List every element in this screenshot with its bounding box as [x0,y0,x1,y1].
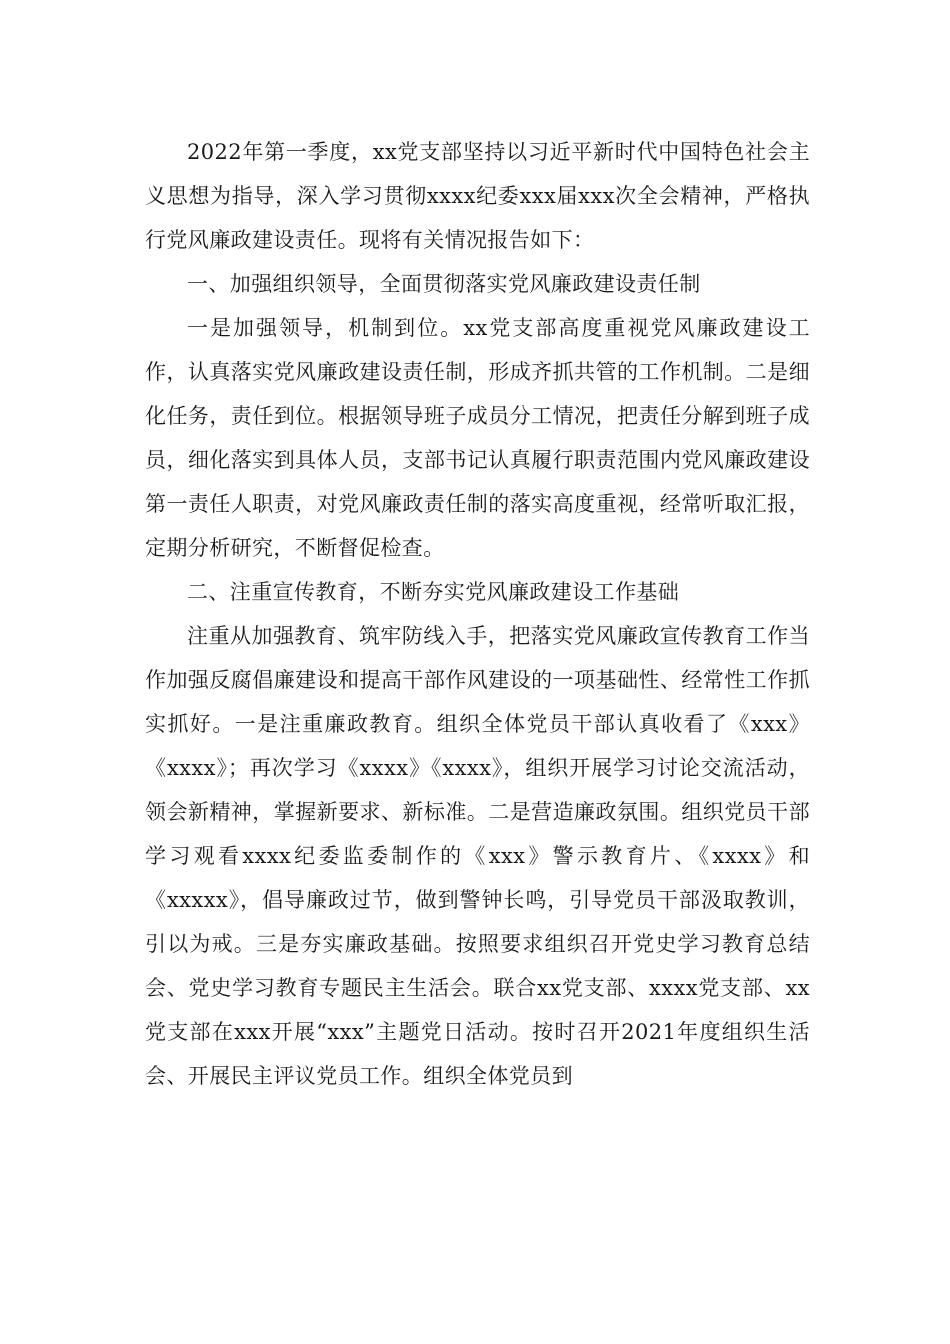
section-2-paragraph: 注重从加强教育、筑牢防线入手，把落实党风廉政宣传教育工作当作加强反腐倡廉建设和提高干部作风建设的一项基础性、经常性工作抓实抓好。一是注重廉政教育。组织全体党员干部认真收看了《xxx》《xxxx》；再次学习《xxxx》《xxxx》，组织开展学习讨论交流活动，领会新精神，掌握新要求、新标准。二是营造廉政氛围。组织党员干部学习观看xxxx纪委监委制作的《xxx》警示教育片、《xxxx》和《xxxxx》，倡导廉政过节，做到警钟长鸣，引导党员干部汲取教训，引以为戒。三是夯实廉政基础。按照要求组织召开党史学习教育总结会、党史学习教育专题民主生活会。联合xx党支部、xxxx党支部、xx党支部在xxx开展“xxx”主题党日活动。按时召开2021年度组织生活会、开展民主评议党员工作。组织全体党员到 [145,624,810,1088]
intro-paragraph: 2022年第一季度，xx党支部坚持以习近平新时代中国特色社会主义思想为指导，深入学习贯彻xxxx纪委xxx届xxx次全会精神，严格执行党风廉政建设责任。现将有关情况报告如下： [145,140,810,252]
section-1-paragraph: 一是加强领导，机制到位。xx党支部高度重视党风廉政建设工作，认真落实党风廉政建设责任制，形成齐抓共管的工作机制。二是细化任务，责任到位。根据领导班子成员分工情况，把责任分解到班子成员，细化落实到具体人员，支部书记认真履行职责范围内党风廉政建设第一责任人职责，对党风廉政责任制的落实高度重视，经常听取汇报，定期分析研究，不断督促检查。 [145,316,810,560]
section-heading-1: 一、加强组织领导，全面贯彻落实党风廉政建设责任制 [187,272,701,296]
section-heading-2: 二、注重宣传教育，不断夯实党风廉政建设工作基础 [187,580,680,604]
document-body [145,130,810,1098]
